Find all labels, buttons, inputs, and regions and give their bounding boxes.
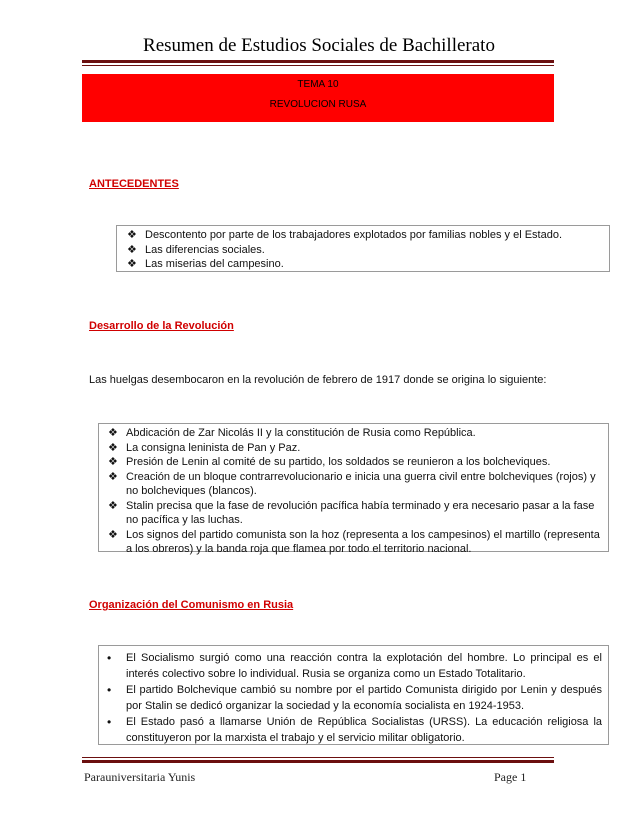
section-title-antecedentes: ANTECEDENTES (89, 178, 179, 190)
list-item-text: Descontento por parte de los trabajadores explotados por familias nobles y el Estado. (145, 229, 563, 241)
list-item-text: El Estado pasó a llamarse Unión de República Socialistas (URSS). La educación religiosa la constituyeron por la marxista el trabajo y el servicio militar obligatorio. (126, 716, 602, 744)
list-item-text: Los signos del partido comunista son la hoz (representa a los campesinos) el martillo (representa a los obreros) y la banda roja que flamea por todo el territorio nacional. (126, 528, 600, 555)
diamond-bullet-icon: ❖ (108, 456, 118, 468)
diamond-bullet-icon: ❖ (108, 441, 118, 454)
list-item (99, 714, 602, 746)
list-item-text: Las miserias del campesino. (145, 258, 284, 270)
list-item-text: Presión de Lenin al comité de su partido, los soldados se reunieron a los bolcheviques. (126, 456, 551, 468)
bullet-dot-icon: • (107, 651, 112, 665)
header-rule-thin (82, 65, 554, 66)
footer-rule-thin (82, 757, 554, 758)
diamond-bullet-icon: ❖ (108, 528, 118, 541)
diamond-bullet-icon: ❖ (108, 470, 118, 483)
diamond-bullet-icon: ❖ (108, 499, 118, 512)
header-rule-thick (82, 60, 554, 63)
list-item-text: La consigna leninista de Pan y Paz. (126, 441, 301, 454)
diamond-bullet-icon: ❖ (108, 427, 118, 439)
list-item (99, 470, 602, 499)
bullet-dot-icon: • (107, 683, 112, 697)
list-item-text: Creación de un bloque contrarrevolucionario e inicia una guerra civil entre bolcheviques (rojos) y no bolcheviques (blancos). (126, 470, 596, 497)
footer-page-number: Page 1 (494, 770, 527, 784)
section-title-desarrollo: Desarrollo de la Revolución (89, 320, 234, 332)
list-item (117, 243, 609, 258)
footer-author: Parauniversitaria Yunis (84, 770, 196, 784)
list-item (99, 441, 602, 456)
list-item (99, 682, 602, 714)
list-item (117, 257, 609, 272)
list-item (99, 455, 602, 470)
list-item (99, 499, 602, 528)
section-title-organizacion: Organización del Comunismo en Rusia (89, 599, 294, 611)
list-item (99, 426, 602, 441)
list-item-text: Stalin precisa que la fase de revolución pacífica había terminado y era necesario pasar a la fase no pacífica y las luchas. (126, 499, 595, 526)
footer-rule-thick (82, 760, 554, 763)
desarrollo-box (98, 423, 609, 555)
diamond-bullet-icon: ❖ (127, 229, 137, 241)
list-item-text: Las diferencias sociales. (145, 243, 265, 256)
desarrollo-intro: Las huelgas desembocaron en la revolución de febrero de 1917 donde se origina lo siguiente: (89, 374, 547, 386)
list-item (99, 528, 602, 557)
bullet-dot-icon: • (107, 715, 112, 729)
diamond-bullet-icon: ❖ (127, 243, 137, 256)
list-item (99, 650, 602, 682)
banner-topic-number: TEMA 10 (297, 79, 339, 90)
list-item-text: El partido Bolchevique cambió su nombre por el partido Comunista dirigido por Lenin y después por Stalin se dedicó organizar la sociedad y la economía socialista en 1924-1953. (126, 684, 602, 712)
page-header-title: Resumen de Estudios Sociales de Bachillerato (143, 35, 495, 56)
banner-topic-title: REVOLUCION RUSA (269, 99, 367, 110)
list-item-text: El Socialismo surgió como una reacción contra la explotación del hombre. Lo principal es el interés colectivo sobre lo individual. Rusia se organiza como un Estado Totalitario. (126, 652, 602, 680)
organizacion-box (98, 645, 609, 745)
list-item-text: Abdicación de Zar Nicolás II y la constitución de Rusia como República. (126, 427, 476, 439)
antecedentes-box (116, 225, 610, 272)
diamond-bullet-icon: ❖ (127, 258, 137, 270)
list-item (117, 228, 609, 243)
topic-banner (82, 74, 554, 122)
